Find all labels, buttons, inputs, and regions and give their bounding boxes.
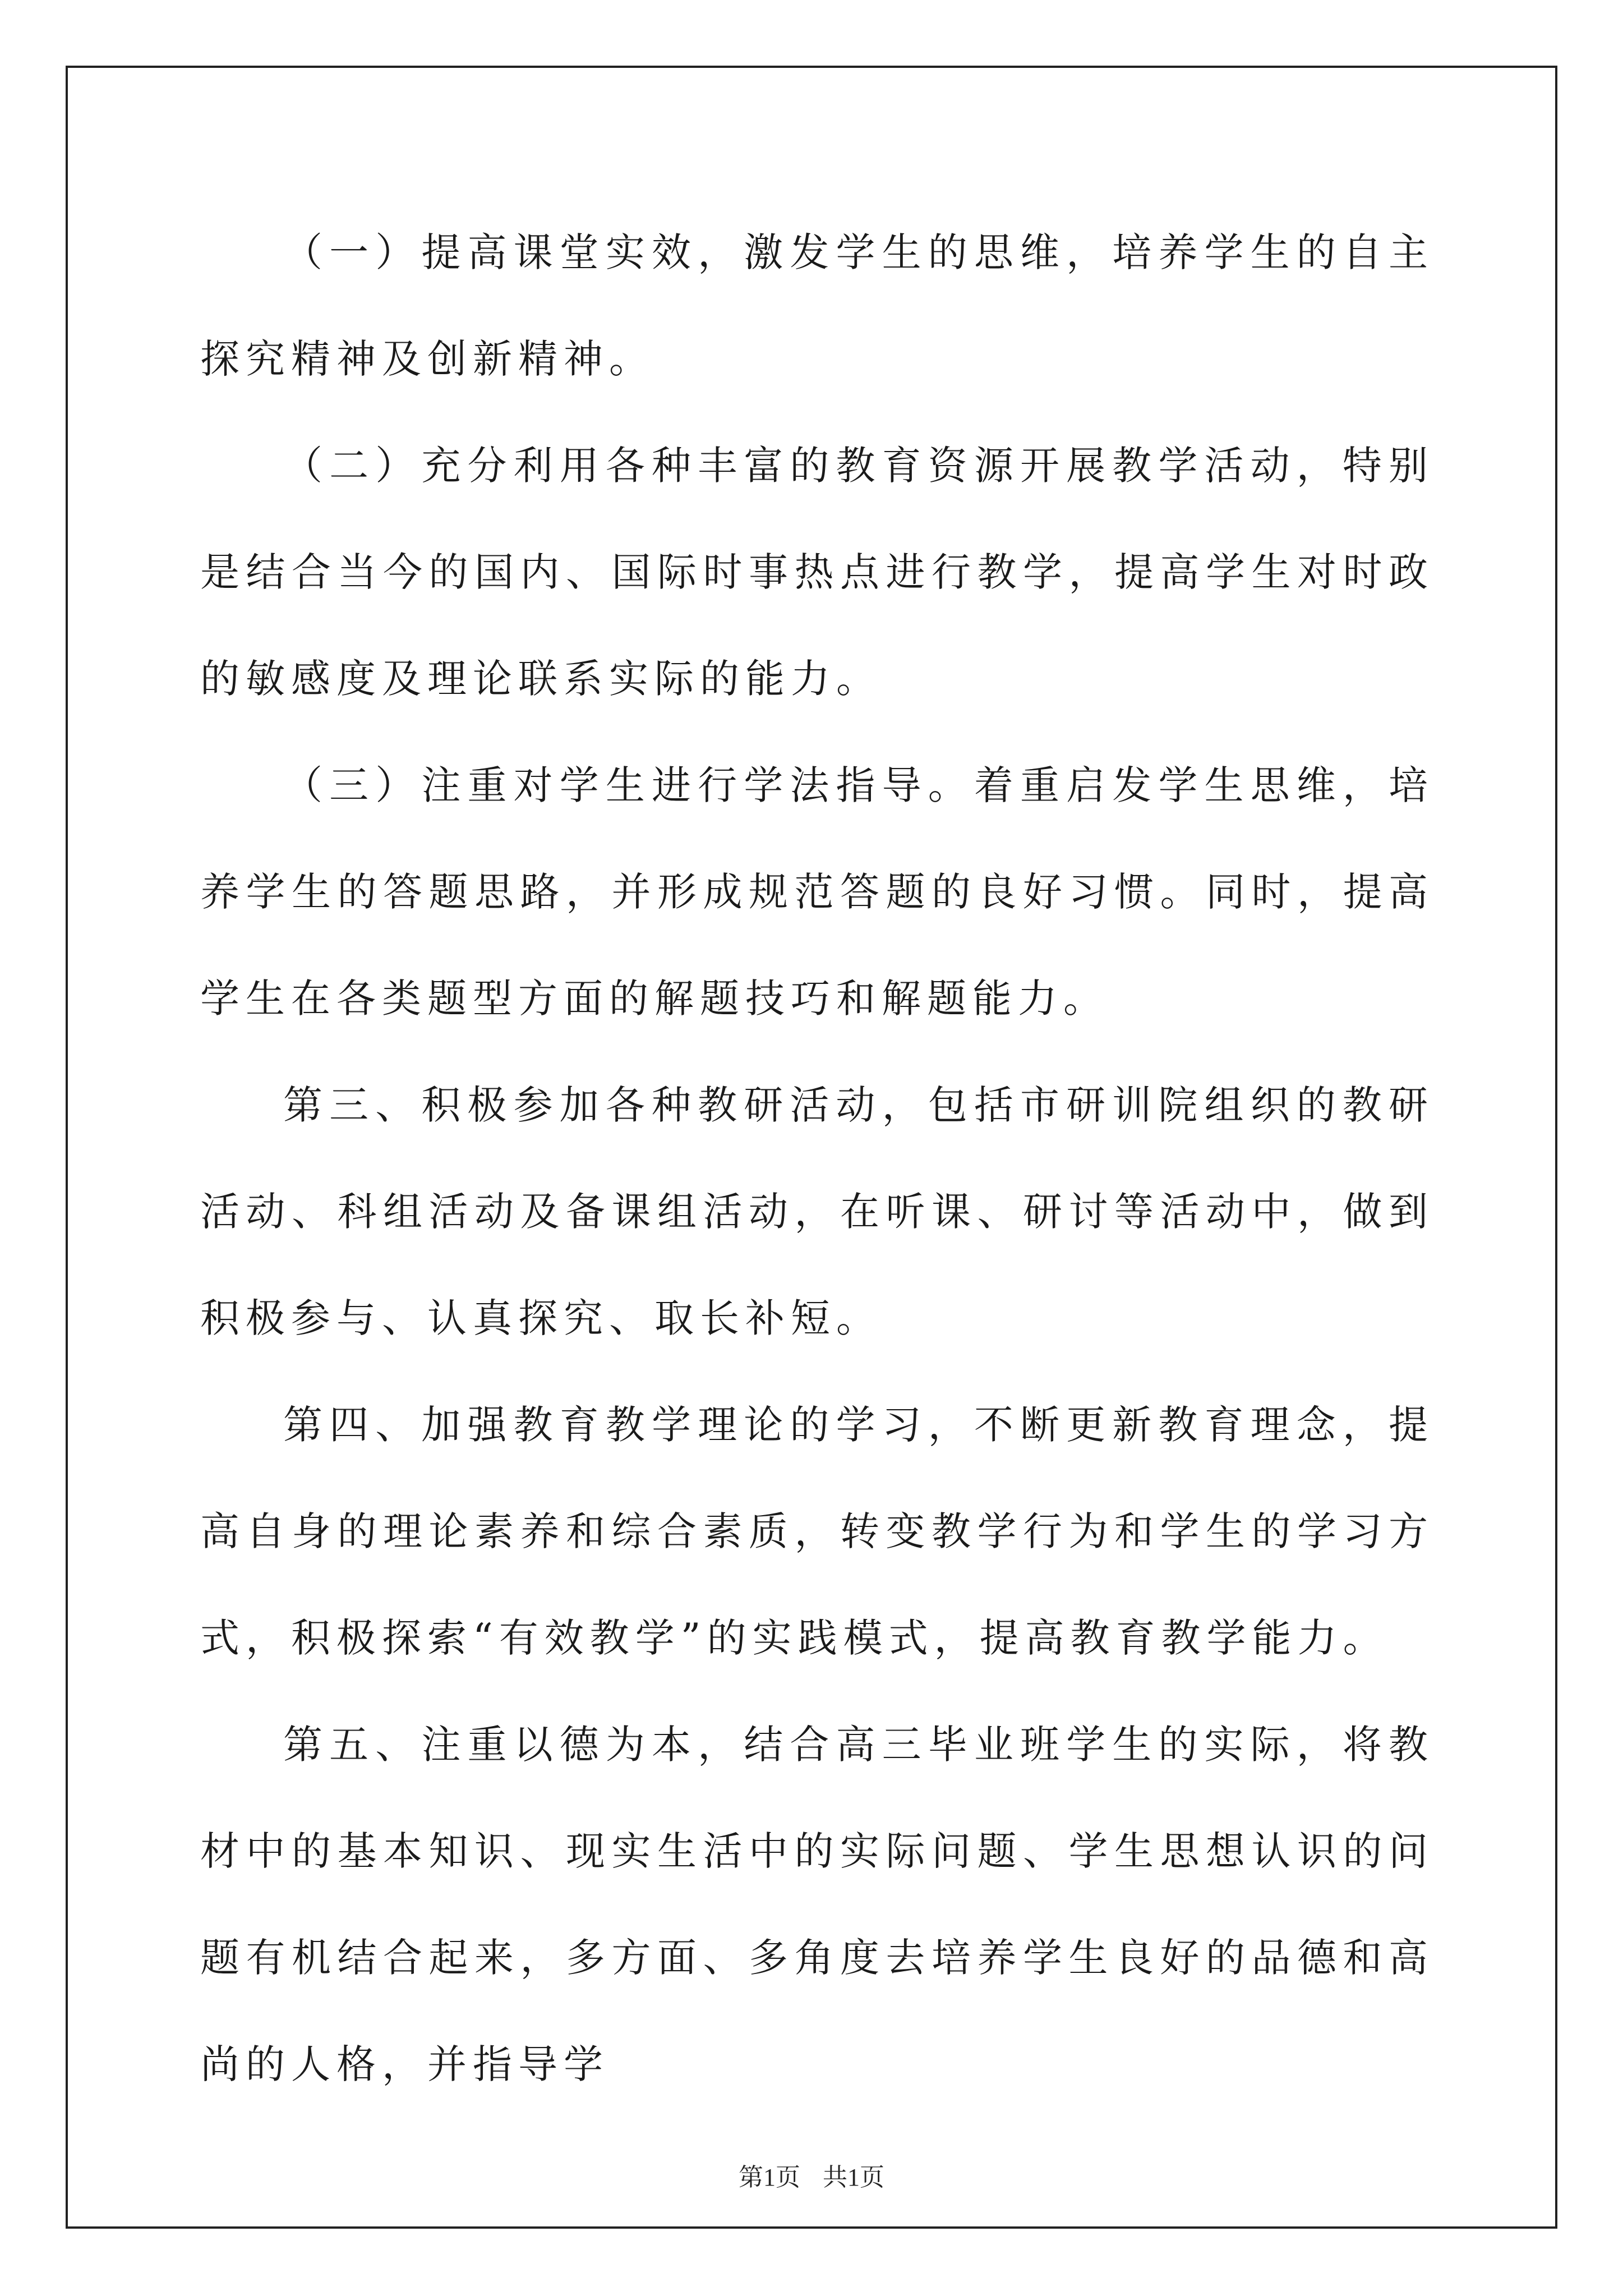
paragraph-4: 第三、积极参加各种教研活动，包括市研训院组织的教研活动、科组活动及备课组活动，在听课、研讨等活动中，做到积极参与、认真探究、取长补短。 xyxy=(200,1082,1434,1341)
paragraph-6: 第五、注重以德为本，结合高三毕业班学生的实际，将教材中的基本知识、现实生活中的实际问题、学生思想认识的问题有机结合起来，多方面、多角度去培养学生良好的品德和高尚的人格，并指导学 xyxy=(200,1722,1434,2087)
paragraph-1: （一）提高课堂实效，激发学生的思维，培养学生的自主探究精神及创新精神。 xyxy=(200,229,1434,382)
paragraph-2: （二）充分利用各种丰富的教育资源开展教学活动，特别是结合当今的国内、国际时事热点进行教学，提高学生对时政的敏感度及理论联系实际的能力。 xyxy=(200,443,1434,702)
page-footer xyxy=(0,2161,1623,2194)
paragraph-3: （三）注重对学生进行学法指导。着重启发学生思维，培养学生的答题思路，并形成规范答题的良好习惯。同时，提高学生在各类题型方面的解题技巧和解题能力。 xyxy=(200,762,1434,1022)
page-number-current: 第1页 xyxy=(739,2164,800,2191)
page-number-total: 共1页 xyxy=(823,2164,884,2191)
paragraph-5: 第四、加强教育教学理论的学习，不断更新教育理念，提高自身的理论素养和综合素质，转变教学行为和学生的学习方式，积极探索“有效教学”的实践模式，提高教育教学能力。 xyxy=(200,1402,1434,1661)
